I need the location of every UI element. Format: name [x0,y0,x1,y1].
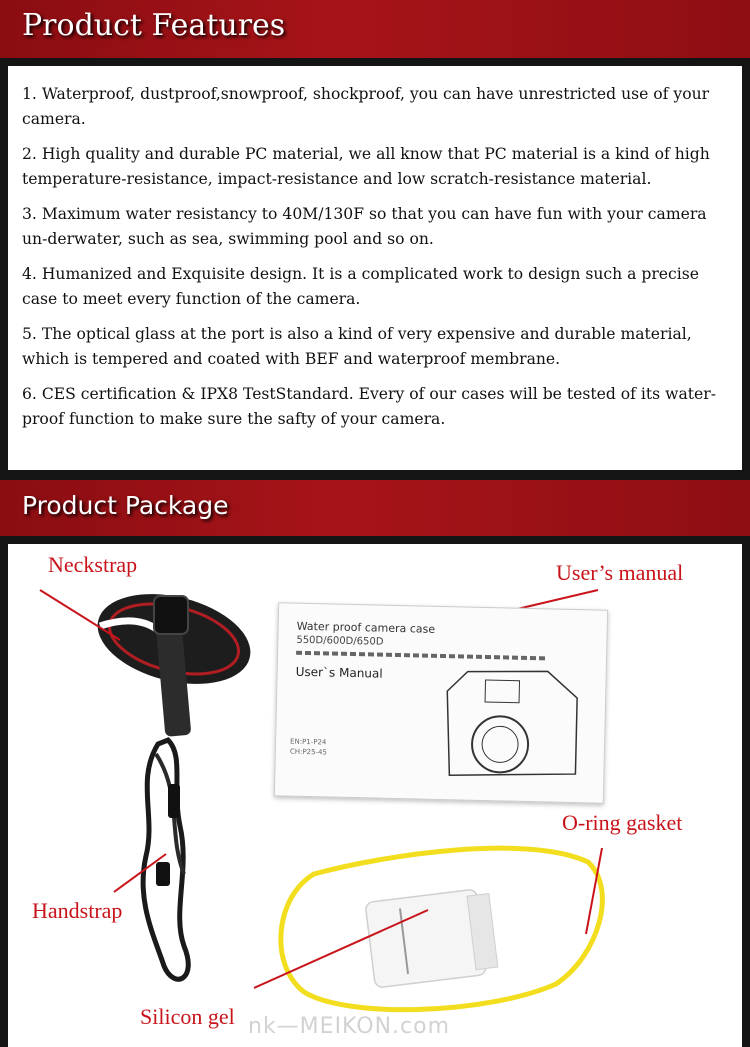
feature-item-1: 1. Waterproof, dustproof,snowproof, shockproof, you can have unrestricted use of your camera. [22,85,710,128]
neckstrap-label: Neckstrap [48,552,138,577]
users-manual-label: User’s manual [556,560,684,585]
manual-cover-en-pages: EN:P1-P24 [289,737,327,747]
features-panel [8,66,742,470]
package-title: Product Package [22,491,229,520]
feature-item-6: 6. CES certification & IPX8 TestStandard. Every of our cases will be tested of its water-proof function to make sure the safty of your camera. [22,385,716,428]
package-banner [0,480,750,536]
users-manual-booklet [274,602,608,803]
manual-cover-heading: User`s Manual [295,664,383,681]
neckstrap-item [88,579,260,737]
features-title: Product Features [22,8,286,43]
camera-housing-drawing [425,651,588,795]
features-list [8,66,742,432]
feature-item-4: 4. Humanized and Exquisite design. It is a complicated work to design such a precise case to meet every function of the camera. [22,265,699,308]
manual-cover-ch-pages: CH:P25-45 [289,747,328,757]
feature-item-2: 2. High quality and durable PC material, we all know that PC material is a kind of high temperature-resistance, impact-resistance and low scratch-resistance material. [22,145,710,188]
manual-cover-models: 550D/600D/650D [296,634,384,648]
feature-item-5: 5. The optical glass at the port is also a kind of very expensive and durable material, which is tempered and coated with BEF and waterproof membrane. [22,325,692,368]
features-banner [0,0,750,58]
manual-cover-title: Water proof camera case [296,619,436,636]
watermark: nk—MEIKON.com [248,1014,451,1039]
handstrap-item [143,740,188,979]
silicon-gel-label: Silicon gel [140,1004,235,1029]
feature-item-3: 3. Maximum water resistancy to 40M/130F so that you can have fun with your camera un-derwater, such as sea, swimming pool and so on. [22,205,707,248]
package-photo [8,544,742,1047]
handstrap-label: Handstrap [32,898,123,923]
silicon-gel-item [365,888,499,988]
oring-gasket-label: O-ring gasket [562,810,683,835]
